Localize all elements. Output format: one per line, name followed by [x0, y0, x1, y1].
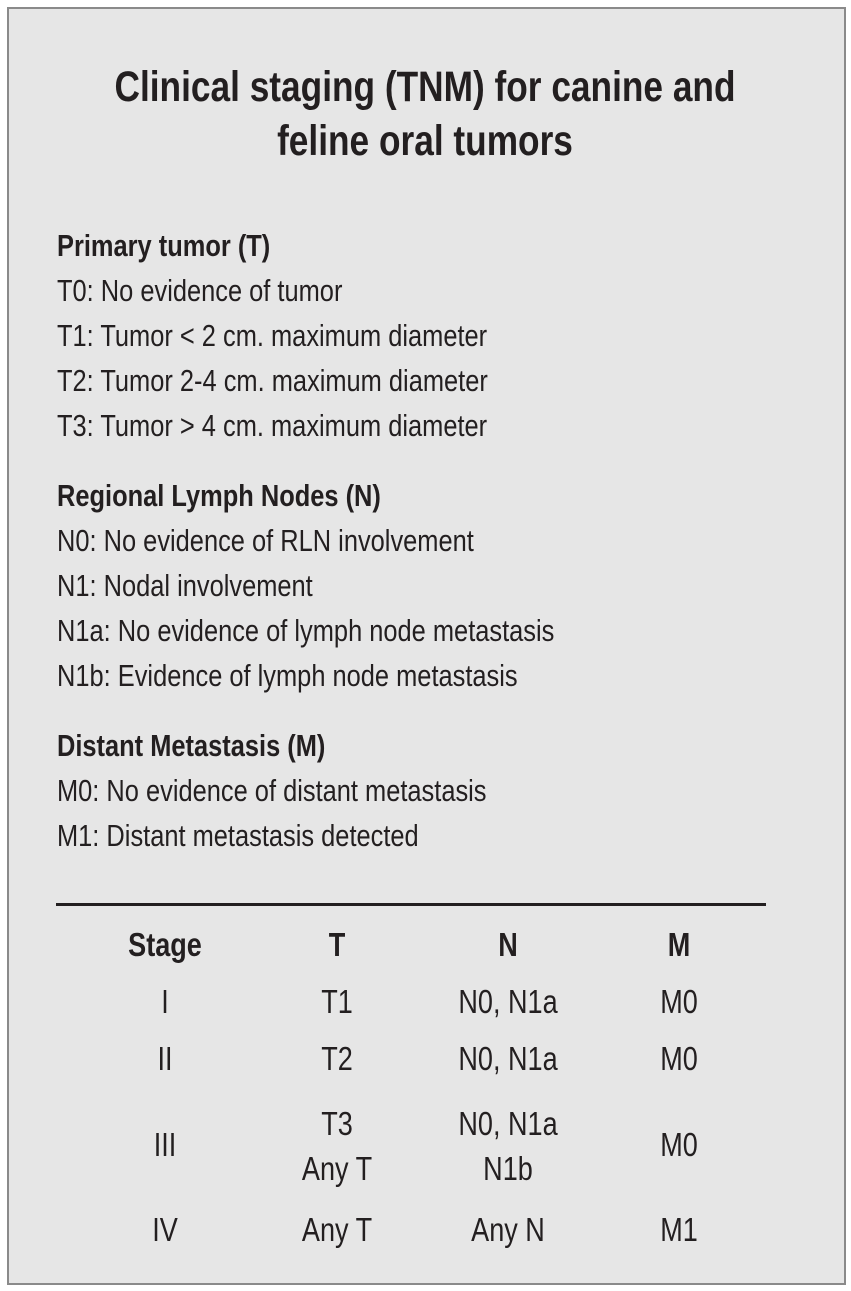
table-cell-stage: II — [157, 1040, 173, 1077]
table-cell-stage: III — [153, 1126, 177, 1163]
list-item: T1: Tumor < 2 cm. maximum diameter — [57, 318, 488, 353]
table-cell-m: M0 — [660, 983, 698, 1020]
list-item: N1: Nodal involvement — [57, 568, 313, 603]
table-cell-t: T2 — [321, 1040, 353, 1077]
section-heading-distant-metastasis: Distant Metastasis (M) — [57, 728, 326, 763]
table-cell-n: N0, N1a — [458, 1105, 558, 1142]
table-header-m: M — [667, 926, 691, 963]
list-item: M1: Distant metastasis detected — [57, 818, 419, 853]
list-item: N1b: Evidence of lymph node metastasis — [57, 658, 518, 693]
table-cell-t: Any T — [301, 1150, 373, 1187]
table-cell-t: T3 — [321, 1105, 353, 1142]
list-item: T2: Tumor 2-4 cm. maximum diameter — [57, 363, 488, 398]
list-item: T3: Tumor > 4 cm. maximum diameter — [57, 408, 488, 443]
table-header-t: T — [328, 926, 346, 963]
section-heading-lymph-nodes: Regional Lymph Nodes (N) — [57, 478, 381, 513]
table-cell-m: M1 — [660, 1211, 698, 1248]
table-header-n: N — [498, 926, 518, 963]
table-divider — [56, 903, 766, 906]
table-cell-m: M0 — [660, 1126, 698, 1163]
table-cell-m: M0 — [660, 1040, 698, 1077]
list-item: N0: No evidence of RLN involvement — [57, 523, 474, 558]
list-item: M0: No evidence of distant metastasis — [57, 773, 487, 808]
title-line-2: feline oral tumors — [277, 117, 573, 165]
table-cell-stage: I — [161, 983, 169, 1020]
table-cell-stage: IV — [152, 1211, 178, 1248]
title-line-1: Clinical staging (TNM) for canine and — [114, 63, 736, 111]
table-cell-n: N0, N1a — [458, 1040, 558, 1077]
table-cell-n: N0, N1a — [458, 983, 558, 1020]
table-cell-t: Any T — [301, 1211, 373, 1248]
table-cell-n: Any N — [471, 1211, 545, 1248]
section-heading-primary-tumor: Primary tumor (T) — [57, 228, 271, 263]
list-item: N1a: No evidence of lymph node metastasis — [57, 613, 555, 648]
list-item: T0: No evidence of tumor — [57, 273, 343, 308]
table-cell-n: N1b — [483, 1150, 533, 1187]
table-cell-t: T1 — [321, 983, 353, 1020]
table-header-stage: Stage — [128, 926, 202, 963]
